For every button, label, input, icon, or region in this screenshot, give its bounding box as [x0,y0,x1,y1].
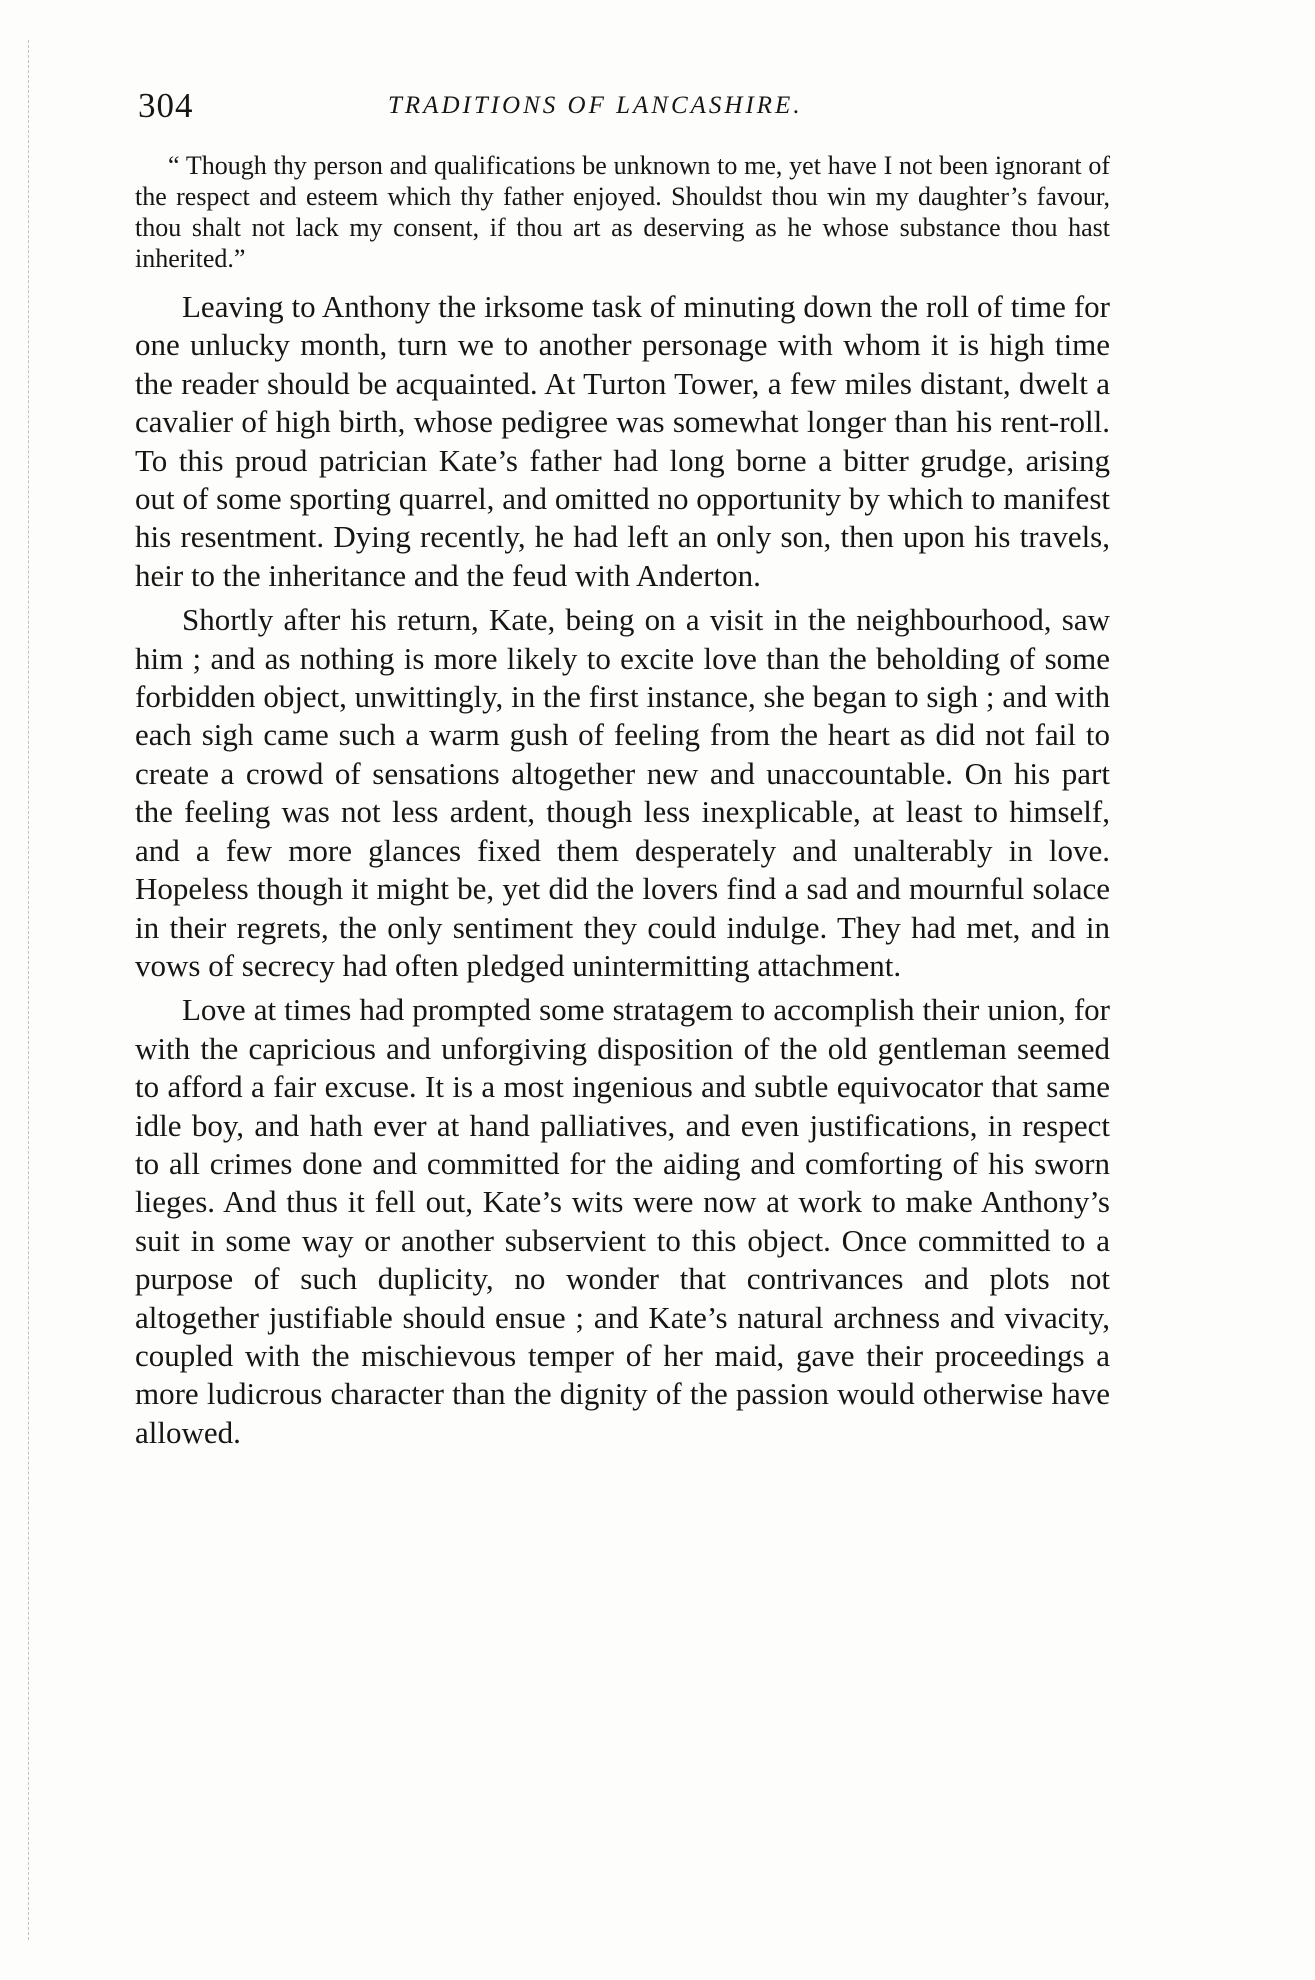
paragraph-turton-tower: Leaving to Anthony the irksome task of minuting down the roll of time for one unlucky month, turn we to another personage with whom it is high time the reader should be acquainted. At Turton Tower, a few miles distant, dwelt a cavalier of high birth, whose pedigree was somewhat longer than his rent-roll. To this proud patrician Kate’s father had long borne a bitter grudge, arising out of some sporting quarrel, and omitted no opportunity by which to manifest his resentment. Dying recently, he had left an only son, then upon his travels, heir to the inheritance and the feud with Anderton. [135,289,1110,593]
running-head [138,86,1113,136]
page-number: 304 [138,86,194,125]
page-text [135,150,1110,1452]
running-title: TRADITIONS OF LANCASHIRE. [388,92,803,119]
paragraph-lovers-meet: Shortly after his return, Kate, being on a visit in the neighbourhood, saw him ; and as nothing is more likely to excite love than the beholding of some forbidden object, unwittingly, in the first instance, she began to sigh ; and with each sigh came such a warm gush of feeling from the heart as did not fail to create a crowd of sensations altogether new and unaccountable. On his part the feeling was not less ardent, though less inexplicable, at least to himself, and a few more glances fixed them desperately and unalterably in love. Hopeless though it might be, yet did the lovers find a sad and mournful solace in their regrets, the only sentiment they could indulge. They had met, and in vows of secrecy had often pledged unintermitting attachment. [135,602,1110,983]
letter-quote-paragraph: “ Though thy person and qualifications be unknown to me, yet have I not been ignorant of the respect and esteem which thy father enjoyed. Shouldst thou win my daughter’s favour, thou shalt not lack my consent, if thou art as deserving as he whose substance thou hast inherited.” [135,151,1110,273]
paragraph-stratagem: Love at times had prompted some stratagem to accomplish their union, for with the capricious and unforgiving disposition of the old gentleman seemed to afford a fair excuse. It is a most ingenious and subtle equivocator that same idle boy, and hath ever at hand palliatives, and even justifications, in respect to all crimes done and committed for the aiding and comforting of his sworn lieges. And thus it fell out, Kate’s wits were now at work to make Anthony’s suit in some way or another subservient to this object. Once committed to a purpose of such duplicity, no wonder that contrivances and plots not altogether justifiable should ensue ; and Kate’s natural archness and vivacity, coupled with the mischievous temper of her maid, gave their proceedings a more ludicrous character than the dignity of the passion would otherwise have allowed. [135,992,1110,1450]
binding-edge [28,40,29,1940]
